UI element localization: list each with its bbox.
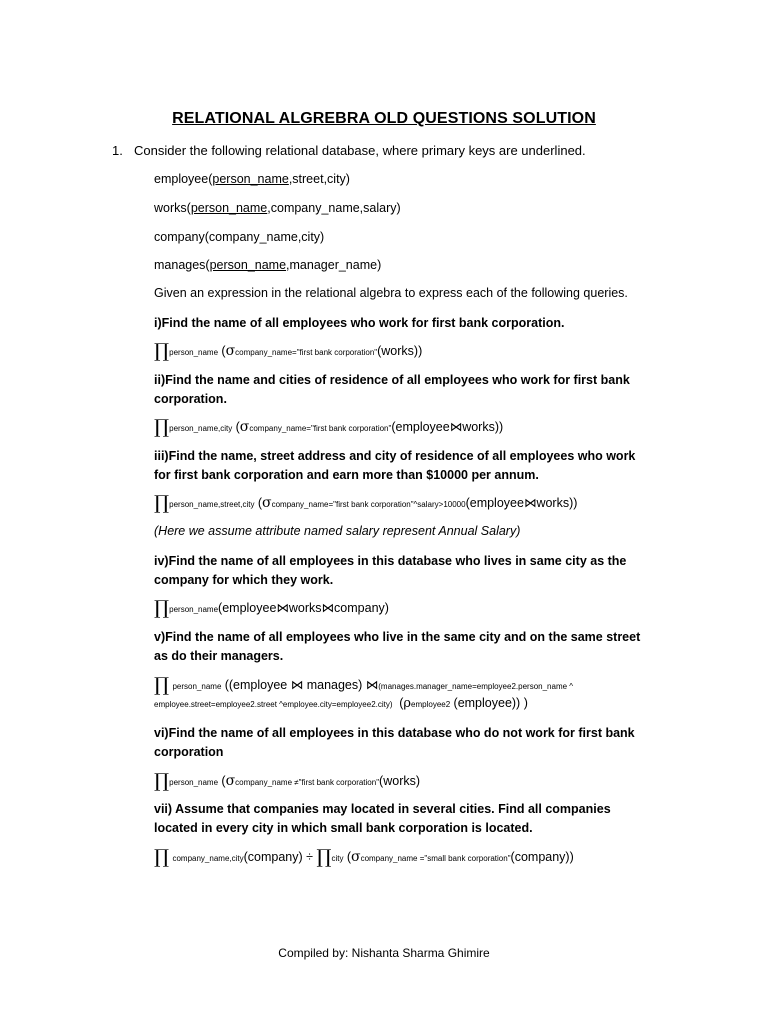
projection-symbol: ∏ xyxy=(154,770,170,792)
page-title: RELATIONAL ALGREBRA OLD QUESTIONS SOLUTION xyxy=(172,110,596,127)
sub-question-v: v)Find the name of all employees who live in the same city and on the same street as do their managers. xyxy=(154,630,641,663)
question-text: Consider the following relational database, where primary keys are underlined. xyxy=(134,143,586,158)
sub-question-iii: iii)Find the name, street address and city of residence of all employees who work for first bank corporation and earn more than $10000 per annum. xyxy=(154,449,636,482)
expression-vii: ∏ company_name,city(company) ÷ ∏city (σcompany_name ="small bank corporation"(company)) xyxy=(154,846,574,868)
sub-question-iv: iv)Find the name of all employees in this database who lives in same city as the company for which they work. xyxy=(154,554,627,587)
question-number: 1. xyxy=(112,143,123,158)
primary-key: person_name xyxy=(190,201,268,215)
primary-key: person_name xyxy=(209,258,287,272)
selection-symbol: σ xyxy=(225,773,236,789)
expression-vi: ∏person_name (σcompany_name ≠"first bank corporation"(works) xyxy=(154,770,421,792)
projection-symbol: ∏ xyxy=(154,340,170,362)
expression-i: ∏person_name (σcompany_name="first bank corporation"(works)) xyxy=(154,340,423,362)
selection-symbol: σ xyxy=(225,343,236,359)
schema-employee: employee(person_name,street,city) xyxy=(154,172,350,186)
selection-symbol: σ xyxy=(351,849,361,865)
projection-symbol: ∏ xyxy=(154,674,170,696)
instruction-text: Given an expression in the relational algebra to express each of the following queries. xyxy=(154,286,628,300)
sub-question-i: i)Find the name of all employees who work for first bank corporation. xyxy=(154,316,565,330)
expression-iii: ∏person_name,street,city (σcompany_name="first bank corporation"^salary>10000(employee⋈works)) xyxy=(154,492,578,514)
schema-company: company(company_name,city) xyxy=(154,230,325,244)
projection-symbol: ∏ xyxy=(316,846,332,868)
expression-ii: ∏person_name,city (σcompany_name="first bank corporation"(employee⋈works)) xyxy=(154,416,504,438)
projection-symbol: ∏ xyxy=(154,597,170,619)
schema-manages: manages(person_name,manager_name) xyxy=(154,258,382,272)
sub-question-ii: ii)Find the name and cities of residence of all employees who work for first bank corporation. xyxy=(154,373,630,406)
projection-symbol: ∏ xyxy=(154,492,170,514)
sub-question-vi: vi)Find the name of all employees in this database who do not work for first bank corporation xyxy=(154,726,635,759)
question-1 xyxy=(112,143,586,158)
assumption-note: (Here we assume attribute named salary represent Annual Salary) xyxy=(154,524,521,538)
projection-symbol: ∏ xyxy=(154,846,170,868)
projection-symbol: ∏ xyxy=(154,416,170,438)
primary-key: person_name xyxy=(212,172,289,186)
expression-iv: ∏person_name(employee⋈works⋈company) xyxy=(154,597,389,619)
selection-symbol: σ xyxy=(262,495,272,511)
sub-question-vii: vii) Assume that companies may located in several cities. Find all companies located in every city in which small bank corporation is located. xyxy=(154,802,611,835)
selection-symbol: σ xyxy=(239,419,250,435)
expression-v-continued: employee.street=employee2.street ^employee.city=employee2.city) (ρemployee2 (employee)) ) xyxy=(154,696,528,711)
footer-credit: Compiled by: Nishanta Sharma Ghimire xyxy=(278,946,490,960)
schema-works: works(person_name,company_name,salary) xyxy=(154,201,401,215)
rename-symbol: ρ xyxy=(403,696,412,711)
expression-v: ∏ person_name ((employee ⋈ manages) ⋈(manages.manager_name=employee2.person_name ^ xyxy=(154,674,574,696)
